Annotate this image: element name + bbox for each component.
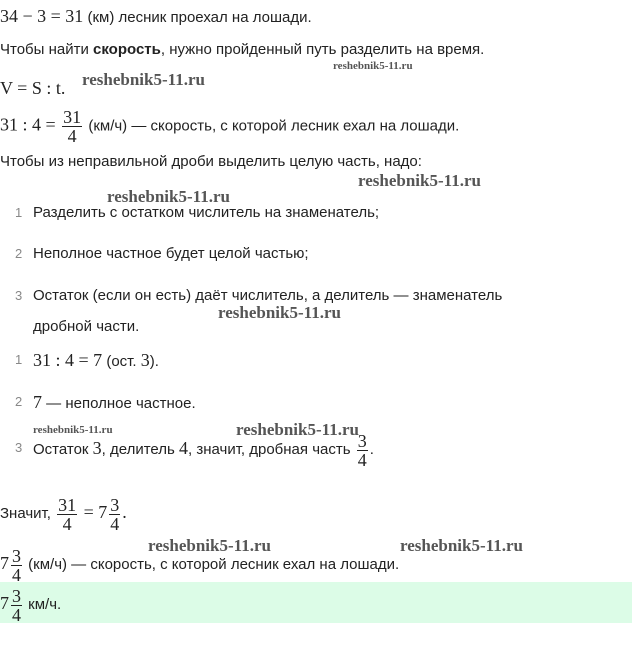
math: 7: [33, 392, 42, 412]
math: 4: [179, 438, 188, 458]
list-number: 2: [15, 246, 23, 261]
watermark: reshebnik5-11.ru: [107, 187, 230, 206]
numerator: 3: [110, 494, 120, 515]
watermark: reshebnik5-11.ru: [148, 536, 271, 555]
conclusion: [0, 492, 127, 534]
text: (км/ч) — скорость, с которой лесник ехал на лошади.: [24, 556, 400, 573]
numerator: 3: [12, 585, 21, 606]
text: (км) лесник проехал на лошади.: [83, 9, 312, 26]
text: ).: [149, 353, 159, 370]
text: — неполное частное.: [42, 395, 196, 412]
math: .: [122, 502, 127, 522]
text: Остаток (если он есть) даёт числитель, а делитель — знаменатель: [33, 287, 503, 304]
text: , нужно пройденный путь разделить на время.: [160, 41, 485, 58]
math: 3: [140, 350, 150, 370]
text: (ост.: [102, 353, 141, 370]
denominator: 4: [12, 604, 21, 625]
numerator: 3: [357, 430, 367, 451]
denominator: 4: [67, 126, 77, 146]
math: 31 : 4 =: [0, 114, 61, 135]
watermark: reshebnik5-11.ru: [400, 536, 523, 555]
text: Значит,: [0, 505, 56, 522]
denominator: 4: [110, 513, 120, 534]
list-number: 1: [15, 205, 23, 220]
answer-highlight: [0, 582, 632, 623]
watermark: reshebnik5-11.ru: [236, 420, 359, 439]
fraction: [11, 547, 22, 584]
numerator: 31: [63, 107, 82, 127]
watermark: reshebnik5-11.ru: [333, 60, 413, 72]
list-number: 2: [15, 394, 23, 409]
text: Неполное частное будет целой частью;: [33, 245, 309, 262]
text: дробной части.: [33, 318, 140, 335]
denominator: 4: [62, 513, 72, 534]
text: км/ч.: [24, 596, 62, 613]
formula: V = S : t.: [0, 78, 66, 98]
list-number: 3: [15, 288, 23, 303]
fraction: [11, 587, 22, 624]
math: 7: [0, 553, 9, 573]
watermark: reshebnik5-11.ru: [218, 303, 341, 322]
watermark: reshebnik5-11.ru: [82, 70, 205, 89]
denominator: 4: [357, 449, 367, 470]
math: 34 − 3 = 31: [0, 6, 84, 26]
text: .: [369, 441, 374, 458]
list-number: 3: [15, 440, 23, 455]
line-distance: [0, 6, 312, 28]
text: , значит, дробная часть: [188, 441, 355, 458]
math: 31 : 4 = 7: [33, 350, 103, 370]
watermark: reshebnik5-11.ru: [358, 171, 481, 190]
line-speed-rule: [0, 40, 484, 60]
numerator: 31: [58, 494, 77, 515]
fraction: [62, 108, 82, 145]
math: 3: [92, 438, 102, 458]
numerator: 3: [12, 545, 21, 566]
text: (км/ч) — скорость, с которой лесник ехал на лошади.: [84, 117, 460, 135]
line-rule-intro: Чтобы из неправильной дроби выделить целую часть, надо:: [0, 153, 422, 170]
bold-term: скорость: [93, 41, 161, 58]
fraction: [57, 496, 77, 533]
text: , делитель: [101, 441, 179, 458]
math: = 7: [79, 502, 108, 522]
denominator: 4: [12, 564, 21, 585]
text: Остаток: [33, 441, 93, 458]
line-speed: [0, 108, 459, 145]
math: 7: [0, 593, 9, 613]
text: Чтобы найти: [0, 41, 94, 58]
answer-line: [0, 583, 61, 625]
text: Разделить с остатком числитель на знаменатель;: [33, 204, 380, 221]
watermark: reshebnik5-11.ru: [33, 424, 113, 436]
list-number: 1: [15, 352, 23, 367]
fraction: [109, 496, 120, 533]
